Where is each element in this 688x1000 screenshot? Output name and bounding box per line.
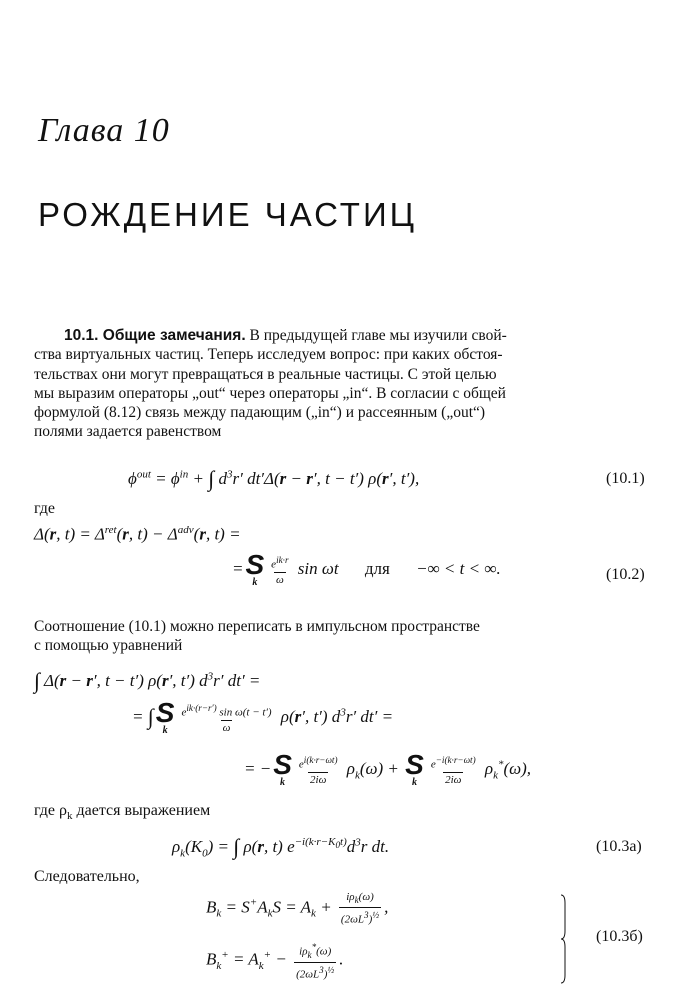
para1-line-2: ства виртуальных частиц. Теперь исследуем вопрос: при каких обстоя- <box>34 346 503 364</box>
where-label-2: где $\rho_k$ дается выражением <box>34 802 211 823</box>
sum-symbol: S k <box>245 549 265 588</box>
para2-line-1: Соотношение (10.1) можно переписать в импульсном пространстве <box>34 618 480 635</box>
equation-number-10-3b: (10.3б) <box>596 928 643 945</box>
section-heading: 10.1. Общие замечания. <box>64 327 246 344</box>
equation-10-3b-line-2: $B_k^+ = A_k^+$ − $\frac{i\rho_k^*(\omega)}{(2\omega L^3)^{\frac{1}{2}}}$ . <box>206 942 344 981</box>
second-paragraph <box>34 617 656 656</box>
para1-line-6: полями задается равенством <box>34 423 222 441</box>
equation-10-2-line-2: = S k $\frac{e^{ik\cdot r}}{\omega}$ sin ωt для −∞ < t < ∞. <box>232 549 501 588</box>
para1-line-4: мы выразим операторы „out“ через операторы „in“. В согласии с общей <box>34 384 506 402</box>
equation-10-2-line-1: Δ(r, $t) = \Delta^{ret}(r$, $t) - \Delta^{adv}(r$, t) = <box>34 524 241 544</box>
integral-equation-line-2: = ∫ S k $\frac{e^{ik\cdot(r-r')} \sin \omega(t - t')}{\omega}$ ρ(r′, t′) $d^3r'$ dt′ = <box>132 697 394 736</box>
consequently-label: Следовательно, <box>34 868 140 885</box>
para1-line-3: тельствах они могут превращаться в реальные частицы. С этой целью <box>34 365 497 383</box>
equation-brace <box>560 893 566 985</box>
para2-line-2: с помощью уравнений <box>34 637 183 655</box>
for-word: для <box>364 558 390 578</box>
chapter-title: РОЖДЕНИЕ ЧАСТИЦ <box>38 196 418 233</box>
para1-line-5: формулой (8.12) связь между падающим („in“) и рассеянным („out“) <box>34 404 486 422</box>
equation-10-3a: $\rho_k(K_0)$ = ∫ ρ(r, t) $e^{-i(k\cdot r-K_0t)}d^3r$ dt. <box>172 834 390 860</box>
equation-number-10-1: (10.1) <box>606 470 645 487</box>
equation-number-10-3a: (10.3а) <box>596 838 642 855</box>
integral-equation-line-3: = − S k $\frac{e^{i(k\cdot r-\omega t)}}{2i\omega}$ $\rho_k(\omega)$ + S k $\frac{e^{-i(k\cdot r-\omega t)}}{2i\omega}$ $\rho_k^*(\omega)$, <box>244 749 532 788</box>
equation-number-10-2: (10.2) <box>606 566 645 583</box>
integral-equation-line-1: ∫ Δ(r − r′, t − t′) ρ(r′, t′) $d^3r'$ dt′ = <box>34 668 261 693</box>
chapter-heading: Глава 10 <box>38 112 170 149</box>
intro-paragraph <box>34 326 656 442</box>
equation-10-3b-line-1: $B_k = S^+A_kS = A_k$ + $\frac{i\rho_k(\omega)}{(2\omega L^3)^{\frac{1}{2}}}$ , <box>206 891 389 926</box>
equation-10-1: $\phi^{out} = \phi^{in}$ + ∫ $d^3r'$ dt′Δ(r − r′, t − t′) ρ(r′, t′), <box>128 466 420 491</box>
where-label-1: где <box>34 500 56 517</box>
range-text: −∞ < t < ∞. <box>416 558 501 578</box>
para1-line-1: В предыдущей главе мы изучили свой- <box>249 327 507 344</box>
